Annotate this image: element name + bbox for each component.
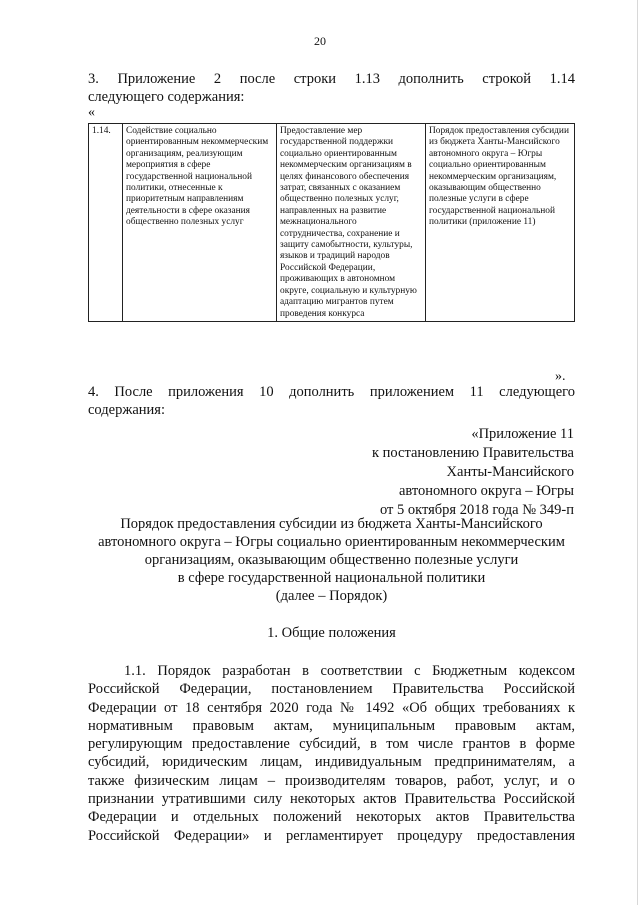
appendix-header bbox=[372, 425, 574, 520]
appendix-header-line: автономного округа – Югры bbox=[398, 483, 574, 499]
paragraph-line: нормативным правовым актам, муниципальным правовым актам, bbox=[88, 717, 575, 734]
item-3-line-1: 3. Приложение 2 после строки 1.13 дополнить строкой 1.14 bbox=[88, 71, 575, 87]
document-title-line: в сфере государственной национальной политики bbox=[177, 570, 486, 586]
document-title-line: Порядок предоставления субсидии из бюджета Ханты-Мансийского bbox=[120, 516, 543, 532]
appendix-header-line: Ханты-Мансийского bbox=[446, 464, 574, 480]
appendix-header-line: от 5 октября 2018 года № 349-п bbox=[379, 502, 574, 518]
close-quote: ». bbox=[555, 369, 566, 384]
table-row bbox=[89, 124, 575, 322]
table-cell-number: 1.14. bbox=[89, 124, 123, 322]
document-title bbox=[88, 515, 575, 605]
open-quote: « bbox=[88, 105, 95, 120]
paragraph-line: Федерации и отдельных положений некоторых актов Правительства bbox=[88, 809, 575, 826]
paragraph-line: Российской Федерации, постановлением Правительства Российской bbox=[88, 681, 575, 698]
paragraph-line: признании утратившими силу некоторых актов Правительства Российской bbox=[88, 791, 575, 808]
paragraph-line: Российской Федерации» и регламентирует процедуру предоставления bbox=[88, 827, 575, 844]
page-number: 20 bbox=[314, 34, 326, 48]
item-4-line-1: 4. После приложения 10 дополнить приложением 11 следующего bbox=[88, 384, 575, 400]
item-4-line-2: содержания: bbox=[88, 402, 166, 418]
appendix-table bbox=[88, 123, 575, 322]
paragraph-1-1 bbox=[88, 662, 575, 845]
paragraph-line: Федерации от 18 сентября 2020 года № 1492 «Об общих требованиях к bbox=[88, 699, 575, 716]
table-cell-activity: Содействие социально ориентированным некоммерческим организациям, реализующим мероприятия в сфере государственной национальной политики, отнесенные к приоритетным направлениям деятельности в сфере оказания общественно полезных услуг bbox=[123, 124, 277, 322]
table-cell-procedure: Порядок предоставления субсидии из бюджета Ханты-Мансийского автономного округа – Югры социально ориентированным некоммерческим организациям, оказывающим общественно полезные услуги в сфере государственной национальной политики (приложение 11) bbox=[426, 124, 575, 322]
document-title-line: автономного округа – Югры социально ориентированным некоммерческим bbox=[98, 534, 565, 550]
table-cell-measures: Предоставление мер государственной поддержки социально ориентированным некоммерческим организациям в целях финансового обеспечения затрат, связанных с оказанием общественно полезных услуг, направленных на развитие межнационального сотрудничества, сохранение и защиту самобытности, культуры, языков и традиций народов Российской Федерации, проживающих в автономном округе, социальную и культурную адаптацию мигрантов путем проведения конкурса bbox=[277, 124, 426, 322]
item-3-line-2: следующего содержания: bbox=[88, 89, 245, 105]
document-title-line: (далее – Порядок) bbox=[275, 588, 388, 604]
paragraph-line: регулирующим предоставление субсидий, в том числе грантов в форме bbox=[88, 736, 575, 753]
paragraph-line: 1.1. Порядок разработан в соответствии с Бюджетным кодексом bbox=[124, 663, 575, 679]
paragraph-line: субсидий, юридическим лицам, индивидуальным предпринимателям, а bbox=[88, 754, 575, 771]
appendix-header-line: «Приложение 11 bbox=[471, 426, 574, 442]
section-title: 1. Общие положения bbox=[267, 625, 396, 641]
paragraph-line: также физическим лицам – производителям товаров, работ, услуг, и о bbox=[88, 772, 575, 789]
document-title-line: организациям, оказывающим общественно полезные услуги bbox=[144, 552, 519, 568]
scan-edge-divider bbox=[637, 0, 638, 905]
appendix-header-line: к постановлению Правительства bbox=[372, 445, 574, 461]
